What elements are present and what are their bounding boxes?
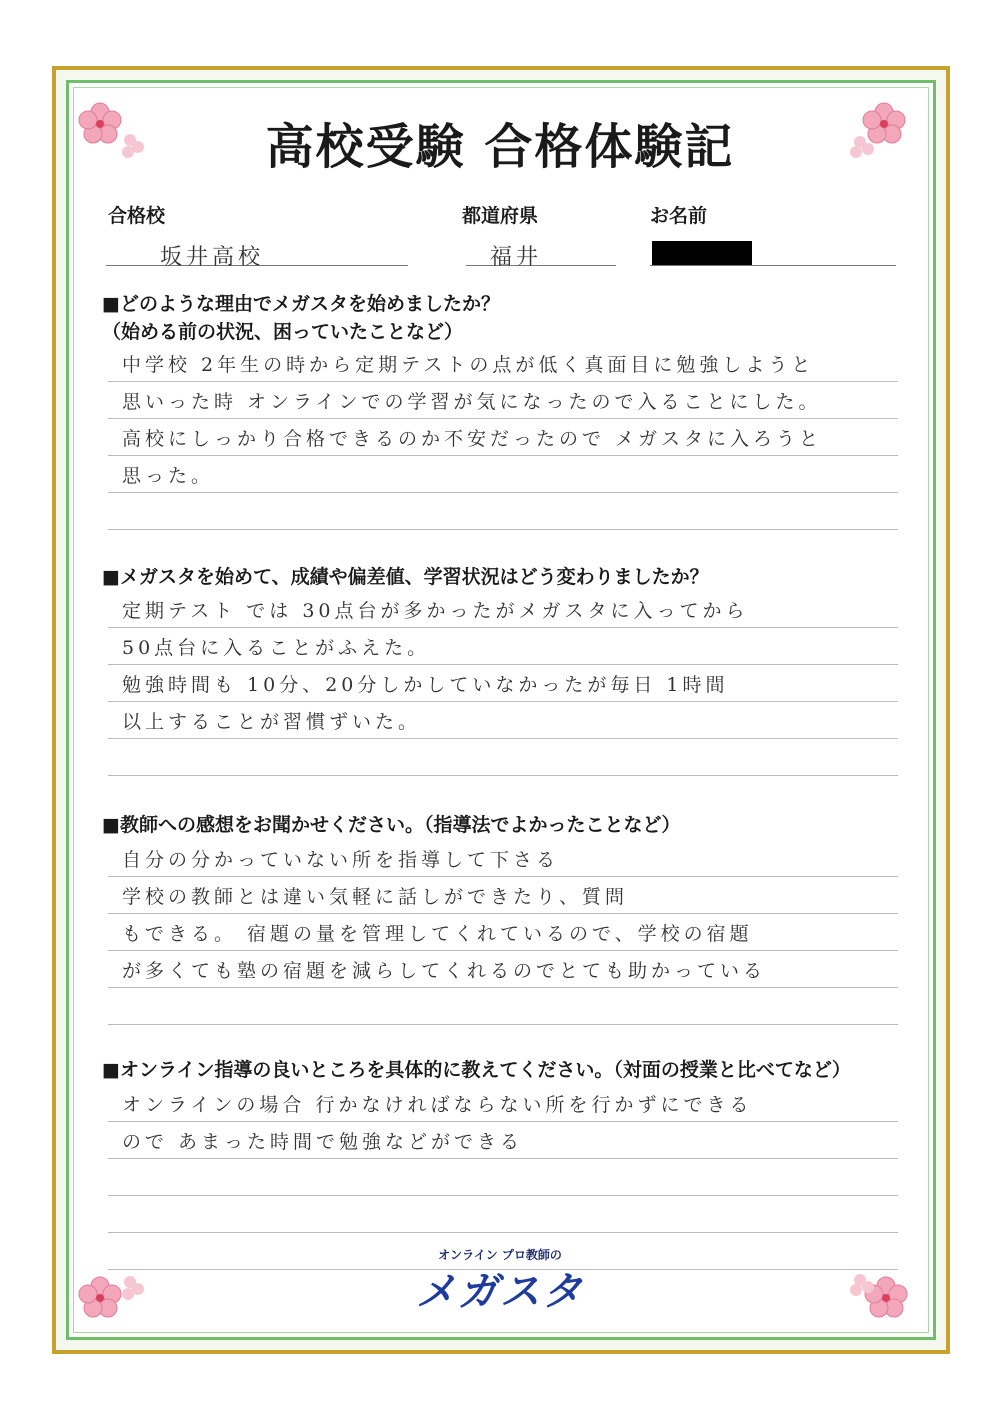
- question-4-title: ■オンライン指導の良いところを具体的に教えてください。（対面の授業と比べてなど）: [102, 1059, 851, 1081]
- answer-line: [108, 988, 898, 1025]
- school-label: 合格校: [108, 205, 166, 227]
- name-redaction: [652, 241, 752, 265]
- answer-1-lines: [108, 345, 898, 530]
- prefecture-value: 福井: [490, 245, 543, 270]
- answer-line: 以上することが習慣ずいた。: [108, 702, 898, 739]
- question-3: [102, 811, 680, 839]
- answer-line: [108, 1159, 898, 1196]
- megasta-logo: メガスタ: [416, 1269, 584, 1315]
- answer-2-lines: [108, 591, 898, 776]
- answer-line: 勉強時間も 10分、20分しかしていなかったが毎日 1時間: [108, 665, 898, 702]
- name-label: お名前: [650, 205, 708, 227]
- answer-line: もできる。 宿題の量を管理してくれているので、学校の宿題: [108, 914, 898, 951]
- question-1: [102, 290, 500, 346]
- logo-tagline: オンライン プロ教師の: [438, 1248, 562, 1262]
- answer-line: 学校の教師とは違い気軽に話しができたり、質問: [108, 877, 898, 914]
- answer-line: [108, 493, 898, 530]
- answer-line: オンラインの場合 行かなければならない所を行かずにできる: [108, 1085, 898, 1122]
- prefecture-label: 都道府県: [462, 205, 539, 227]
- answer-line: 定期テスト では 30点台が多かったがメガスタに入ってから: [108, 591, 898, 628]
- answer-line: 自分の分かっていない所を指導して下さる: [108, 840, 898, 877]
- answer-4-lines: [108, 1085, 898, 1270]
- question-4: [102, 1056, 851, 1084]
- answer-line: が多くても塾の宿題を減らしてくれるのでとても助かっている: [108, 951, 898, 988]
- question-1-title: ■どのような理由でメガスタを始めましたか？: [102, 293, 500, 315]
- question-2-title: ■メガスタを始めて、成績や偏差値、学習状況はどう変わりましたか？: [102, 566, 709, 588]
- answer-line: 中学校 2年生の時から定期テストの点が低く真面目に勉強しようと: [108, 345, 898, 382]
- answer-line: ので あまった時間で勉強などができる: [108, 1122, 898, 1159]
- school-value: 坂井高校: [160, 245, 265, 270]
- answer-line: 高校にしっかり合格できるのか不安だったので メガスタに入ろうと: [108, 419, 898, 456]
- answer-line: 思いった時 オンラインでの学習が気になったので入ることにした。: [108, 382, 898, 419]
- question-1-subtitle: （始める前の状況、困っていたことなど）: [102, 321, 464, 343]
- page-title: 高校受験 合格体験記: [265, 119, 735, 175]
- question-2: [102, 563, 709, 591]
- answer-line: [108, 739, 898, 776]
- answer-3-lines: [108, 840, 898, 1025]
- answer-line: [108, 1196, 898, 1233]
- name-underline: [650, 265, 896, 266]
- question-3-title: ■教師への感想をお聞かせください。（指導法でよかったことなど）: [102, 814, 681, 836]
- answer-line: 思った。: [108, 456, 898, 493]
- answer-line: 50点台に入ることがふえた。: [108, 628, 898, 665]
